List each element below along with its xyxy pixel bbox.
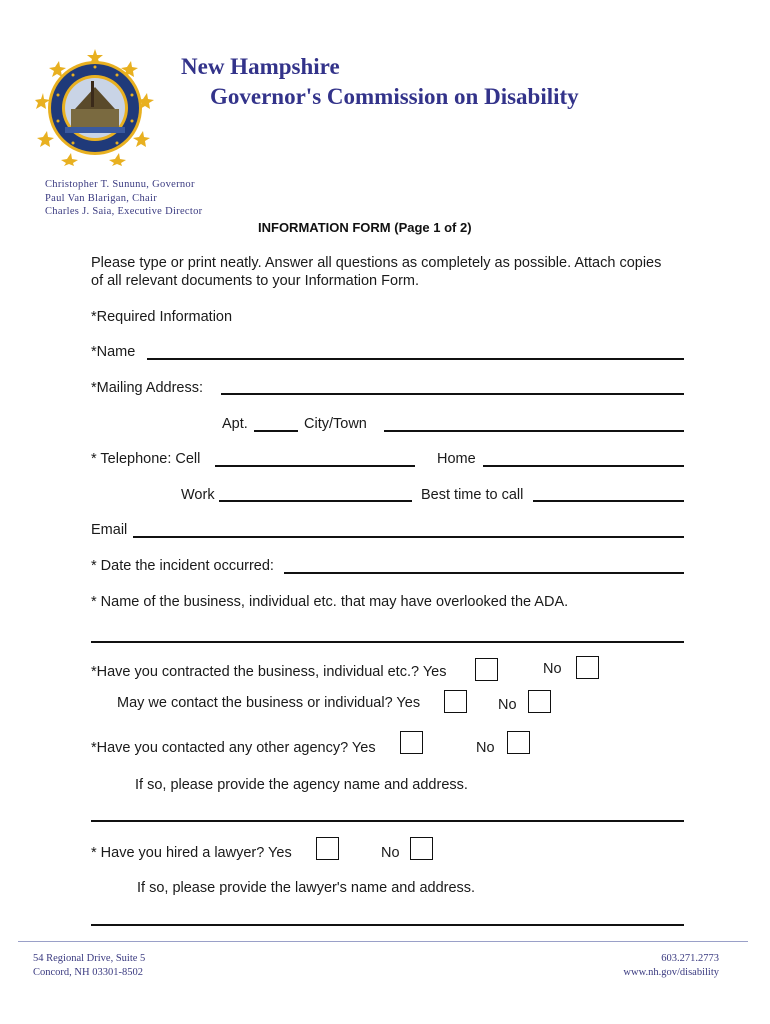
may-contact-no-checkbox[interactable]: [528, 690, 551, 713]
mailing-address-field[interactable]: [221, 393, 684, 395]
email-label: Email: [91, 522, 128, 538]
city-field[interactable]: [384, 430, 684, 432]
lawyer-details-field[interactable]: [91, 924, 684, 926]
name-label: *Name: [91, 344, 136, 360]
footer-divider: [18, 941, 748, 942]
staff-governor: Christopher T. Sununu, Governor: [45, 179, 195, 190]
name-field[interactable]: [147, 358, 684, 360]
instructions-line1: Please type or print neatly. Answer all questions as completely as possible. Attach copies: [91, 255, 662, 271]
lawyer-followup-text: If so, please provide the lawyer's name and address.: [137, 880, 476, 896]
other-agency-no-checkbox[interactable]: [507, 731, 530, 754]
staff-chair: Paul Van Blarigan, Chair: [45, 192, 157, 204]
work-phone-label: Work: [181, 487, 215, 503]
org-title-line1: New Hampshire: [181, 54, 340, 79]
contracted-yes-checkbox[interactable]: [475, 658, 498, 681]
lawyer-yes-checkbox[interactable]: [316, 837, 339, 860]
contracted-no-label: No: [543, 661, 562, 677]
business-name-field[interactable]: [91, 641, 684, 643]
state-seal-icon: [35, 47, 155, 167]
lawyer-no-label: No: [381, 845, 400, 861]
home-phone-field[interactable]: [483, 465, 684, 467]
staff-director: Charles J. Saia, Executive Director: [45, 206, 203, 217]
lawyer-no-checkbox[interactable]: [410, 837, 433, 860]
contracted-question: *Have you contracted the business, individual etc.? Yes: [91, 664, 447, 680]
footer-address: [33, 952, 145, 979]
agency-details-field[interactable]: [91, 820, 684, 822]
contracted-no-checkbox[interactable]: [576, 656, 599, 679]
footer-website[interactable]: www.nh.gov/disability: [623, 966, 719, 978]
footer-phone: 603.271.2773: [661, 953, 719, 964]
footer-address-line2: Concord, NH 03301-8502: [33, 966, 143, 978]
footer-contact: [623, 952, 719, 979]
best-time-label: Best time to call: [421, 487, 524, 503]
other-agency-yes-checkbox[interactable]: [400, 731, 423, 754]
business-name-label: * Name of the business, individual etc. that may have overlooked the ADA.: [91, 594, 569, 610]
footer-address-line1: 54 Regional Drive, Suite 5: [33, 953, 146, 964]
cell-phone-field[interactable]: [215, 465, 415, 467]
agency-followup-text: If so, please provide the agency name and address.: [135, 777, 468, 793]
apt-label: Apt.: [222, 416, 248, 432]
staff-list: [45, 178, 202, 219]
mailing-address-label: *Mailing Address:: [91, 380, 204, 396]
lawyer-question: * Have you hired a lawyer? Yes: [91, 845, 292, 861]
home-phone-label: Home: [437, 451, 476, 467]
best-time-field[interactable]: [533, 500, 684, 502]
city-label: City/Town: [304, 416, 367, 432]
other-agency-no-label: No: [476, 740, 495, 756]
apt-field[interactable]: [254, 430, 298, 432]
form-title: INFORMATION FORM (Page 1 of 2): [258, 220, 472, 235]
instructions-line2: of all relevant documents to your Information Form.: [91, 273, 420, 289]
may-contact-no-label: No: [498, 697, 517, 713]
required-note: *Required Information: [91, 309, 233, 325]
email-field[interactable]: [133, 536, 684, 538]
incident-date-field[interactable]: [284, 572, 684, 574]
telephone-cell-label: * Telephone: Cell: [91, 451, 201, 467]
incident-date-label: * Date the incident occurred:: [91, 558, 274, 574]
org-title-line2: Governor's Commission on Disability: [210, 84, 579, 109]
may-contact-yes-checkbox[interactable]: [444, 690, 467, 713]
other-agency-question: *Have you contacted any other agency? Yes: [91, 740, 376, 756]
work-phone-field[interactable]: [219, 500, 412, 502]
may-contact-question: May we contact the business or individual? Yes: [117, 695, 421, 711]
